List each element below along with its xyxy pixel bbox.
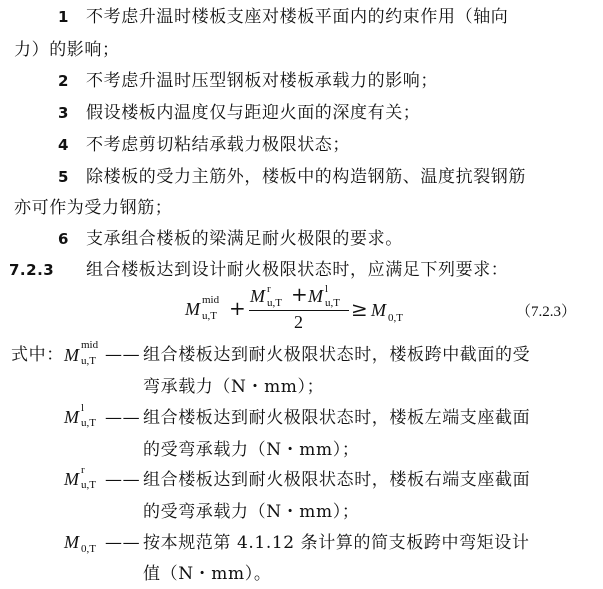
definition-text-continued: 值（N・mm）。 xyxy=(143,564,272,584)
math-symbol: M xyxy=(250,286,265,306)
math-superscript: l xyxy=(81,402,85,414)
item-text: 假设楼板内温度仅与距迎火面的深度有关； xyxy=(86,103,421,123)
math-superscript: mid xyxy=(81,339,99,351)
plus-operator: + xyxy=(291,282,308,306)
item-text-continued: 亦可作为受力钢筋； xyxy=(14,198,173,218)
em-dash: —— xyxy=(105,408,141,428)
item-number: 6 xyxy=(58,230,69,248)
math-subscript: u,T xyxy=(325,297,340,309)
definition-text: 组合楼板达到耐火极限状态时，楼板跨中截面的受 xyxy=(143,345,531,365)
fraction-denominator: 2 xyxy=(294,312,303,332)
definition-text: 按本规范第 4.1.12 条计算的简支板跨中弯矩设计 xyxy=(143,533,530,553)
em-dash: —— xyxy=(105,470,141,490)
math-subscript: u,T xyxy=(202,310,217,322)
math-subscript: 0,T xyxy=(81,543,96,555)
math-subscript: u,T xyxy=(81,355,96,367)
item-text: 支承组合楼板的梁满足耐火极限的要求。 xyxy=(86,229,403,249)
math-symbol: M xyxy=(308,286,323,306)
math-superscript: r xyxy=(81,464,85,476)
math-symbol: M xyxy=(64,469,79,489)
math-symbol: M xyxy=(64,345,79,365)
math-subscript: u,T xyxy=(81,417,96,429)
definition-text: 组合楼板达到耐火极限状态时，楼板右端支座截面 xyxy=(143,470,531,490)
definition-text-continued: 弯承载力（N・mm）； xyxy=(143,377,325,397)
em-dash: —— xyxy=(105,345,141,365)
math-superscript: mid xyxy=(202,294,220,306)
item-number: 1 xyxy=(58,8,69,26)
definition-text: 组合楼板达到耐火极限状态时，楼板左端支座截面 xyxy=(143,408,531,428)
math-symbol: M xyxy=(64,532,79,552)
equation-number: （7.2.3） xyxy=(516,304,577,320)
em-dash: —— xyxy=(105,533,141,553)
definition-text-continued: 的受弯承载力（N・mm）； xyxy=(143,440,360,460)
math-superscript: r xyxy=(267,283,271,295)
clause-text: 组合楼板达到设计耐火极限状态时，应满足下列要求： xyxy=(86,260,509,280)
item-text: 不考虑剪切粘结承载力极限状态； xyxy=(86,135,350,155)
math-subscript: u,T xyxy=(81,479,96,491)
math-subscript: 0,T xyxy=(388,312,403,324)
item-text: 不考虑升温时楼板支座对楼板平面内的约束作用（轴向 xyxy=(86,7,509,27)
item-text-continued: 力）的影响； xyxy=(14,40,120,60)
item-text: 不考虑升温时压型钢板对楼板承载力的影响； xyxy=(86,71,438,91)
item-number: 4 xyxy=(58,136,69,154)
geq-operator: ≥ xyxy=(351,297,368,321)
plus-operator: + xyxy=(229,296,246,320)
item-text: 除楼板的受力主筋外，楼板中的构造钢筋、温度抗裂钢筋 xyxy=(86,167,526,187)
definition-text-continued: 的受弯承载力（N・mm）； xyxy=(143,502,360,522)
item-number: 3 xyxy=(58,104,69,122)
math-symbol: M xyxy=(371,300,386,320)
math-superscript: l xyxy=(325,283,329,295)
clause-number: 7.2.3 xyxy=(9,261,55,279)
math-symbol: M xyxy=(185,299,200,319)
item-number: 2 xyxy=(58,72,69,90)
item-number: 5 xyxy=(58,168,69,186)
math-symbol: M xyxy=(64,407,79,427)
math-subscript: u,T xyxy=(267,297,282,309)
where-prefix: 式中： xyxy=(11,345,64,365)
